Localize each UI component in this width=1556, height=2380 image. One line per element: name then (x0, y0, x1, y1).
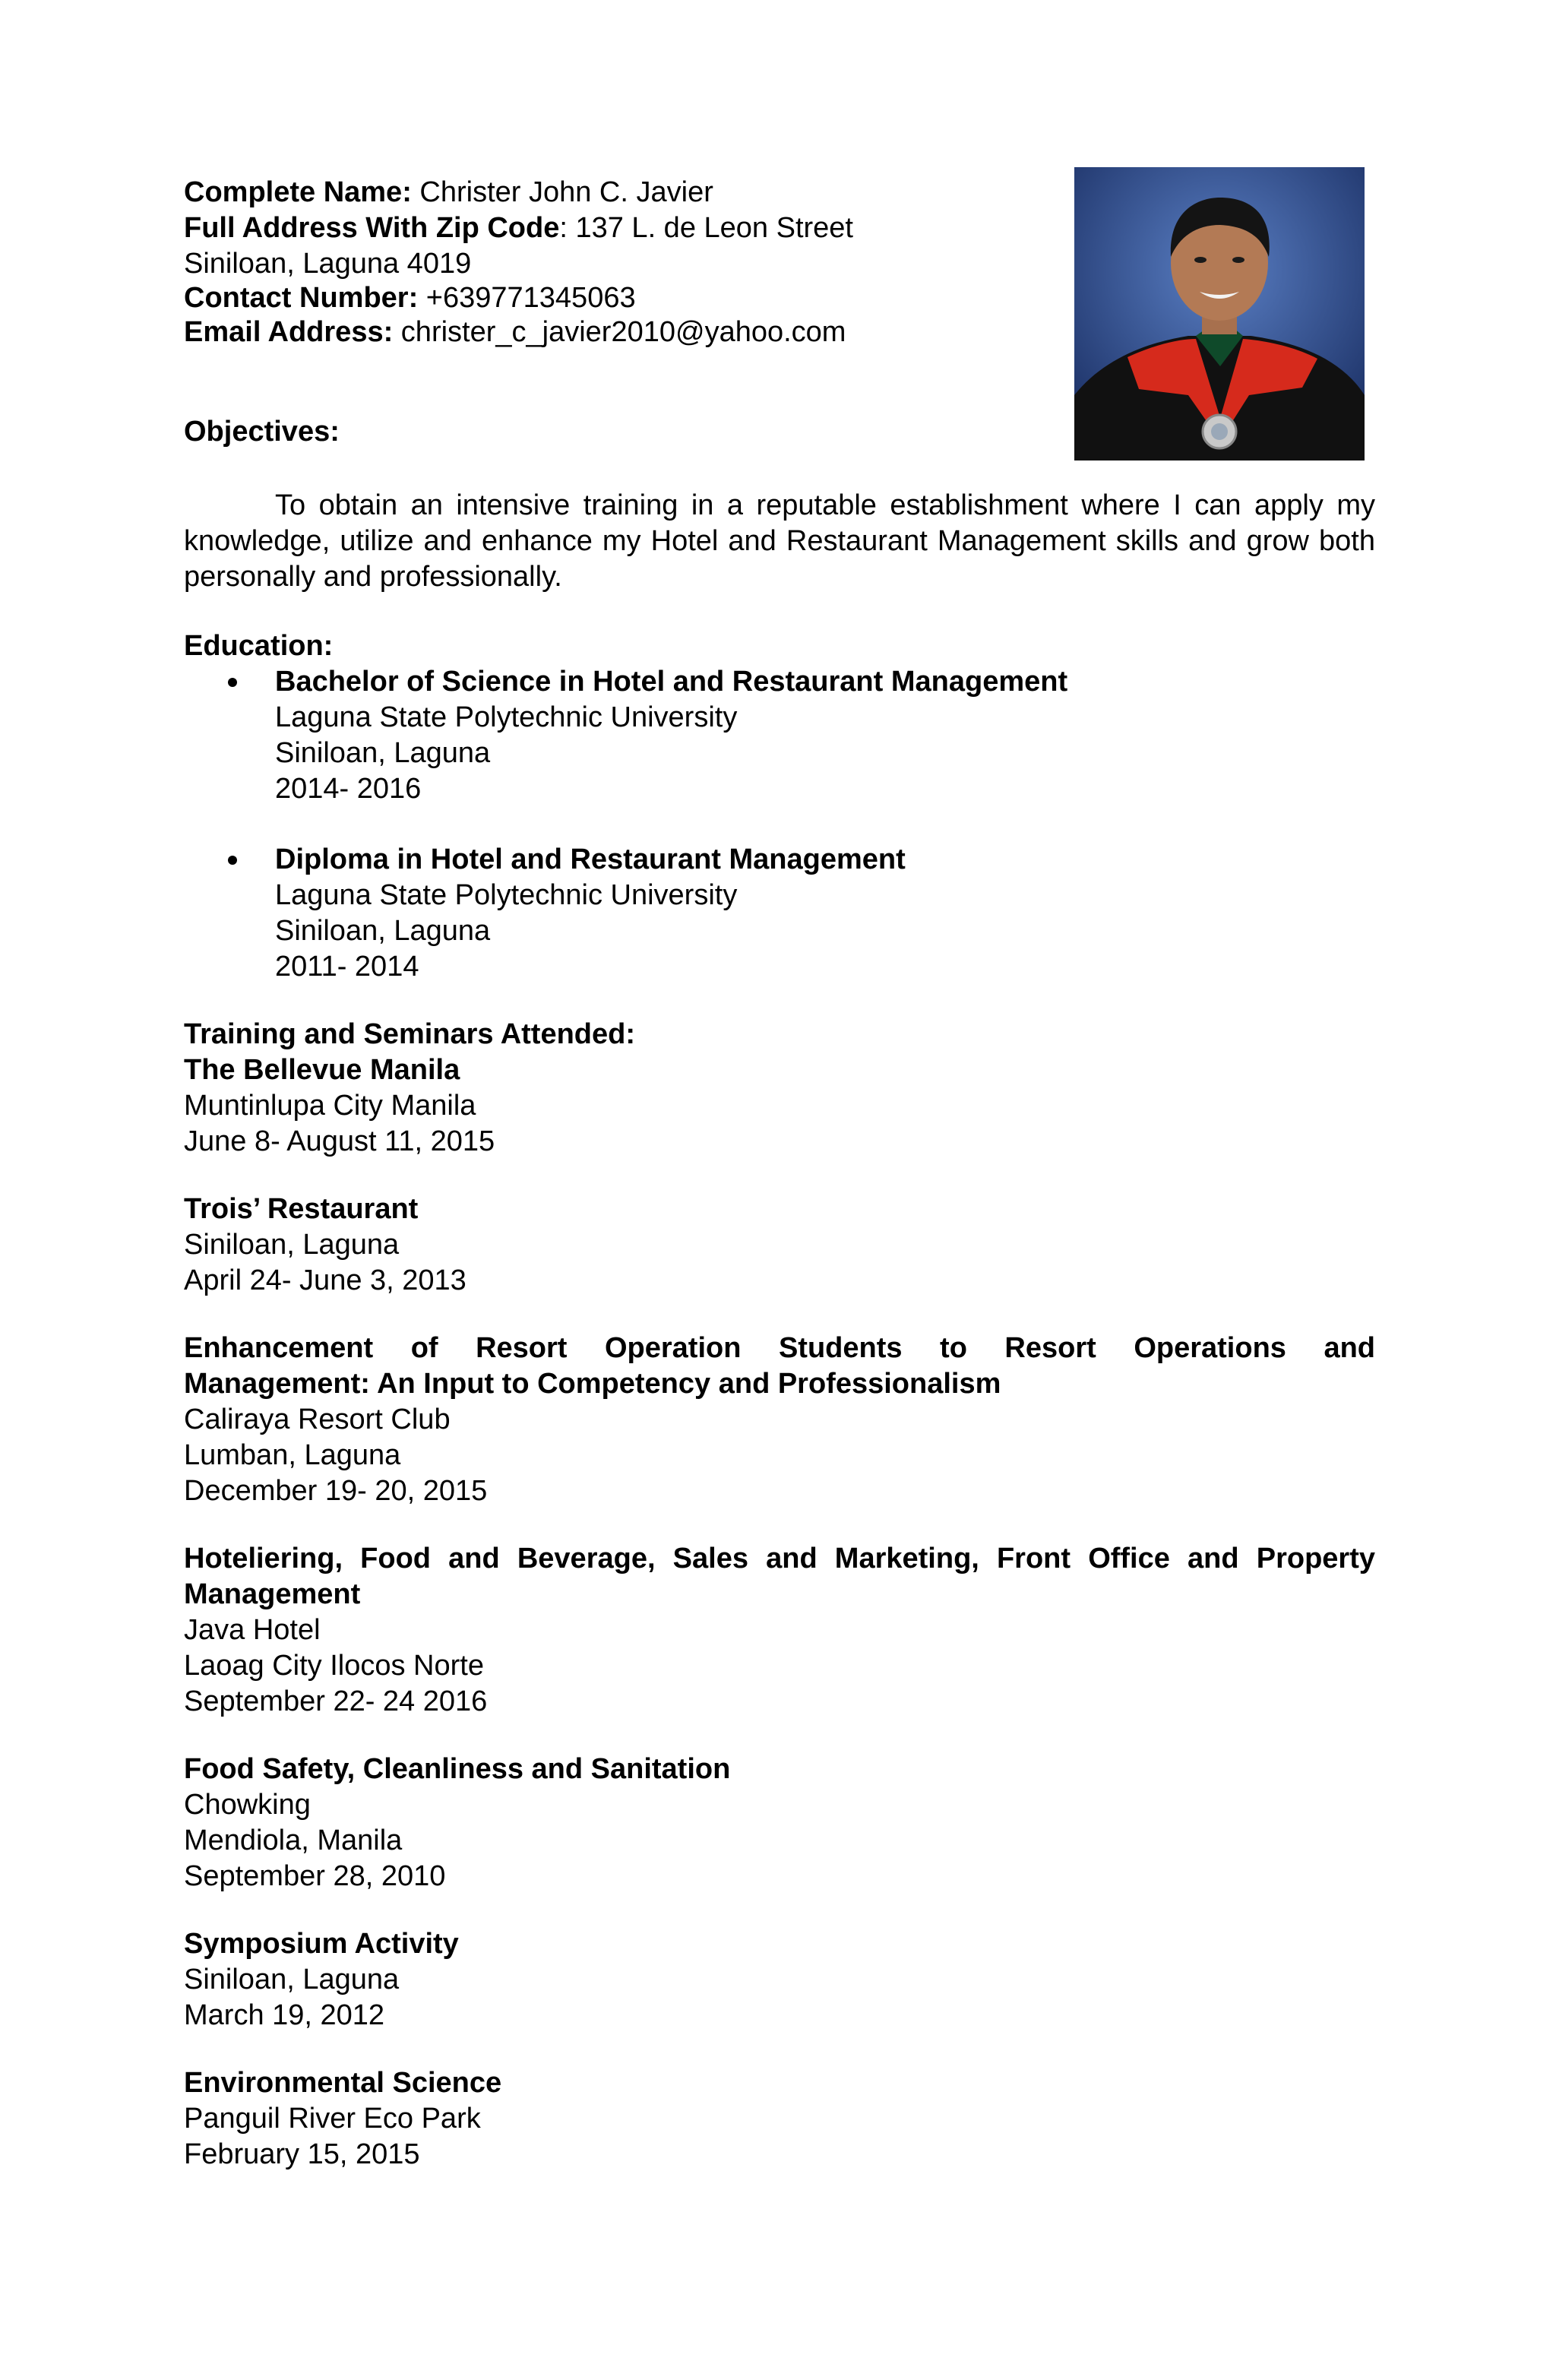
contact-name-line (184, 175, 1375, 210)
training-date: September 28, 2010 (184, 1860, 446, 1892)
training-item (184, 1752, 1375, 1894)
training-item (184, 1331, 1375, 1509)
address-line-2: Siniloan, Laguna 4019 (184, 248, 472, 280)
email-value: christer_c_javier2010@yahoo.com (393, 316, 846, 348)
training-place: Mendiola, Manila (184, 1825, 403, 1856)
training-title: Hoteliering, Food and Beverage, Sales and Marketing, Front Office and Property (184, 1543, 1375, 1575)
education-item (184, 842, 1375, 985)
training-title: The Bellevue Manila (184, 1054, 460, 1086)
education-school: Laguna State Polytechnic University (275, 701, 738, 733)
training-item (184, 2065, 1375, 2173)
training-title-cont: Management (184, 1578, 361, 1610)
training-title: Enhancement of Resort Operation Students to Resort Operations and (184, 1332, 1375, 1364)
phone-value: +639771345063 (418, 282, 636, 314)
training-date: September 22- 24 2016 (184, 1685, 488, 1717)
training-heading: Training and Seminars Attended: (184, 1018, 636, 1050)
contact-email-line (184, 315, 1375, 350)
email-label: Email Address: (184, 316, 394, 348)
objectives-text: To obtain an intensive training in a reputable establishment where I can apply my knowledge, utilize and enhance my Hotel and Restaurant Management skills and grow both personally and professionally. (184, 489, 1375, 593)
address-value: : 137 L. de Leon Street (559, 212, 853, 244)
education-years: 2014- 2016 (275, 773, 422, 805)
education-years: 2011- 2014 (275, 951, 419, 983)
education-item (184, 664, 1375, 807)
training-place: Laoag City Ilocos Norte (184, 1650, 484, 1682)
training-venue: Chowking (184, 1789, 311, 1821)
education-school: Laguna State Polytechnic University (275, 879, 738, 911)
education-degree: Bachelor of Science in Hotel and Restaurant Management (275, 666, 1068, 698)
training-date: June 8- August 11, 2015 (184, 1125, 495, 1157)
training-title: Environmental Science (184, 2067, 502, 2099)
training-item (184, 1926, 1375, 2033)
education-heading: Education: (184, 630, 334, 662)
training-title-cont: Management: An Input to Competency and Professionalism (184, 1368, 1001, 1400)
training-title: Symposium Activity (184, 1928, 459, 1960)
contact-address-line (184, 210, 1375, 246)
bullet-icon (228, 856, 237, 865)
training-venue: Siniloan, Laguna (184, 1964, 400, 1995)
training-date: March 19, 2012 (184, 1999, 385, 2031)
phone-label: Contact Number: (184, 282, 419, 314)
training-venue: Muntinlupa City Manila (184, 1090, 476, 1122)
training-item (184, 1541, 1375, 1720)
name-value: Christer John C. Javier (411, 176, 713, 208)
education-degree: Diploma in Hotel and Restaurant Management (275, 843, 906, 875)
training-title: Food Safety, Cleanliness and Sanitation (184, 1753, 731, 1785)
resume-page (184, 175, 1375, 2173)
training-item (184, 1052, 1375, 1160)
training-venue: Caliraya Resort Club (184, 1404, 451, 1435)
training-title: Trois’ Restaurant (184, 1193, 419, 1225)
training-venue: Siniloan, Laguna (184, 1229, 400, 1261)
contact-phone-line (184, 282, 1375, 315)
education-place: Siniloan, Laguna (275, 915, 491, 947)
name-label: Complete Name: (184, 176, 412, 208)
training-place: Lumban, Laguna (184, 1439, 401, 1471)
training-date: February 15, 2015 (184, 2138, 420, 2170)
training-date: April 24- June 3, 2013 (184, 1264, 466, 1296)
bullet-icon (228, 678, 237, 687)
objectives-heading: Objectives: (184, 416, 340, 448)
training-date: December 19- 20, 2015 (184, 1475, 488, 1507)
education-place: Siniloan, Laguna (275, 737, 491, 769)
training-item (184, 1192, 1375, 1299)
training-venue: Panguil River Eco Park (184, 2103, 481, 2135)
training-venue: Java Hotel (184, 1614, 321, 1646)
address-label: Full Address With Zip Code (184, 212, 560, 244)
